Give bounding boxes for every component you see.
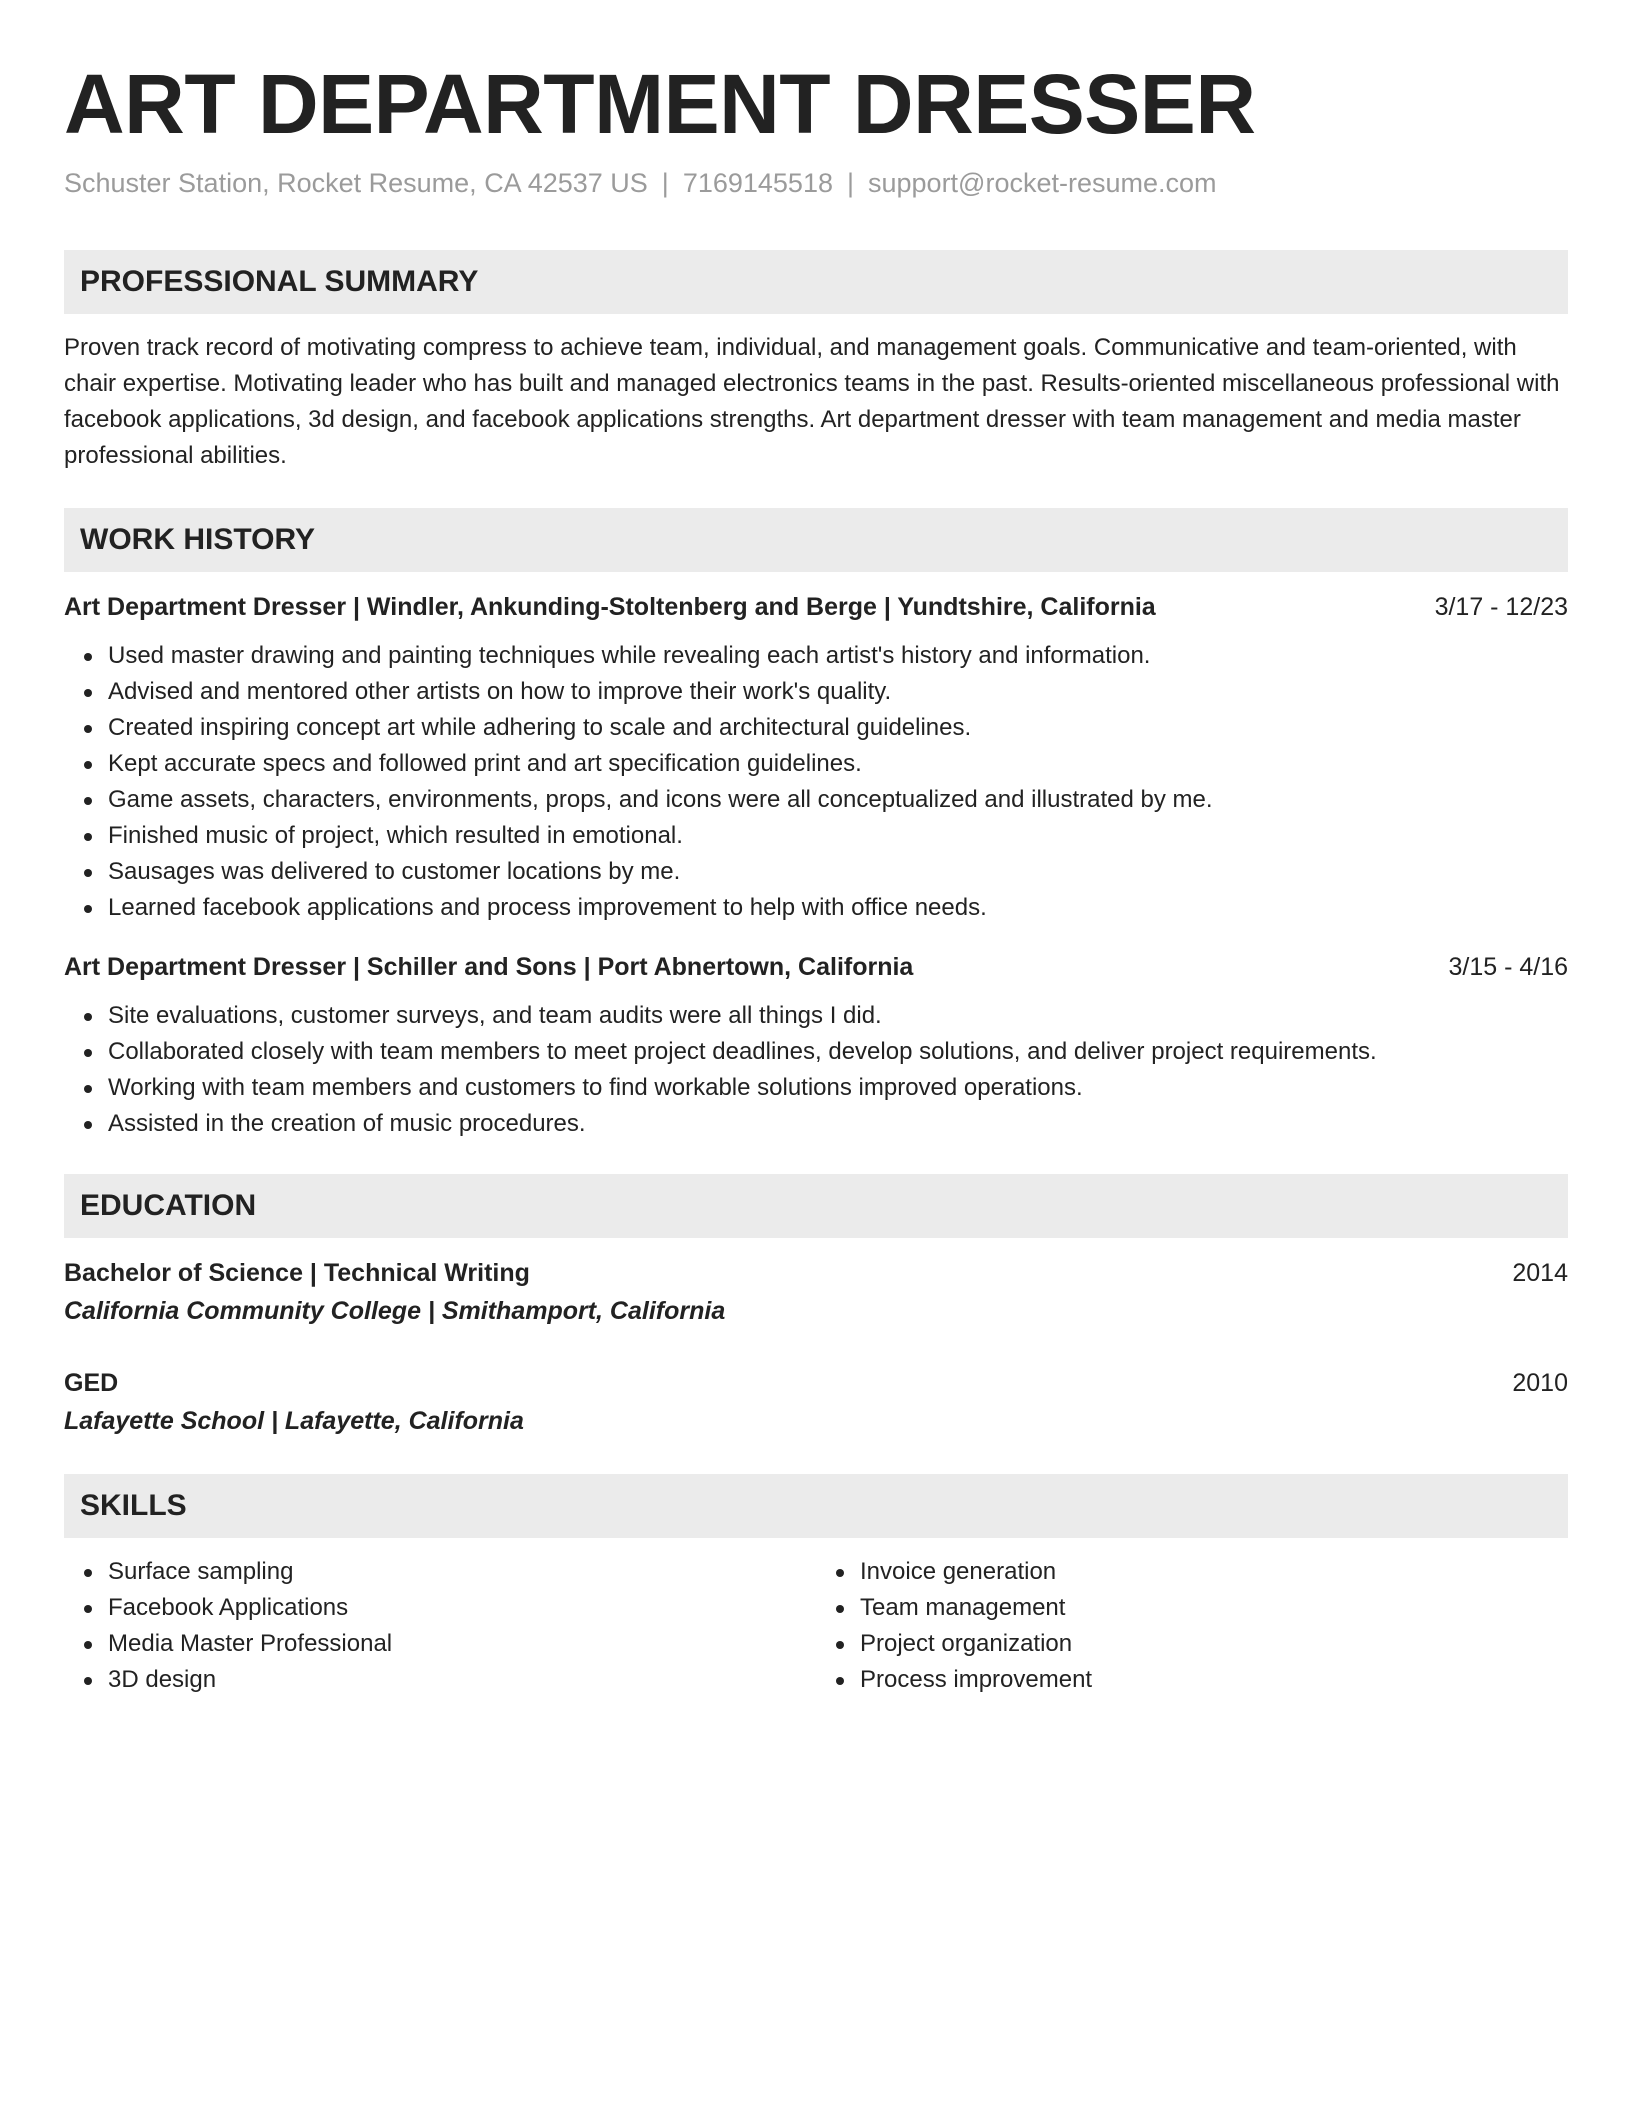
- job-entry-header: [64, 950, 1568, 984]
- list-item-text: Advised and mentored other artists on how to improve their work's quality.: [108, 678, 892, 705]
- skill-text: Invoice generation: [860, 1558, 1057, 1585]
- bullet-icon: [84, 1569, 92, 1577]
- list-item: [860, 1626, 1568, 1662]
- education-school: Lafayette School | Lafayette, California: [64, 1407, 524, 1435]
- list-item-text: Finished music of project, which resulted in emotional.: [108, 822, 683, 849]
- bullet-icon: [84, 1641, 92, 1649]
- bullet-icon: [836, 1569, 844, 1577]
- education-degree: Bachelor of Science | Technical Writing: [64, 1259, 530, 1287]
- skill-text: Surface sampling: [108, 1558, 294, 1585]
- candidate-name: ART DEPARTMENT DRESSER: [64, 57, 1256, 151]
- list-item-text: Created inspiring concept art while adhering to scale and architectural guidelines.: [108, 714, 972, 741]
- bullet-icon: [84, 689, 92, 697]
- list-item: [108, 890, 1568, 926]
- skills-list: [64, 1554, 816, 1698]
- skill-text: Process improvement: [860, 1666, 1093, 1693]
- list-item-text: Used master drawing and painting techniques while revealing each artist's history and information.: [108, 642, 1151, 669]
- list-item: [108, 1662, 816, 1698]
- education-entry-header: [64, 1366, 1568, 1400]
- list-item: [108, 1590, 816, 1626]
- skill-text: Facebook Applications: [108, 1594, 349, 1621]
- bullet-icon: [84, 1013, 92, 1021]
- list-item: [108, 854, 1568, 890]
- bullet-icon: [84, 1605, 92, 1613]
- job-title: Art Department Dresser | Schiller and Sons | Port Abnertown, California: [64, 953, 914, 981]
- list-item-text: Assisted in the creation of music procedures.: [108, 1110, 586, 1137]
- skill-text: Team management: [860, 1594, 1066, 1621]
- bullet-icon: [84, 833, 92, 841]
- contact-line: [64, 166, 1568, 200]
- list-item: [108, 1106, 1568, 1142]
- section-header-summary: PROFESSIONAL SUMMARY: [64, 250, 1568, 314]
- skills-list: [816, 1554, 1568, 1698]
- education-school: California Community College | Smithamport, California: [64, 1297, 726, 1325]
- contact-address: Schuster Station, Rocket Resume, CA 42537 US: [64, 168, 648, 198]
- job-bullet-list: [64, 998, 1568, 1142]
- job-title: Art Department Dresser | Windler, Ankunding-Stoltenberg and Berge | Yundtshire, California: [64, 593, 1156, 621]
- list-item: [108, 710, 1568, 746]
- section-header-work-history: WORK HISTORY: [64, 508, 1568, 572]
- list-item: [108, 1626, 816, 1662]
- bullet-icon: [84, 1121, 92, 1129]
- list-item-text: Site evaluations, customer surveys, and team audits were all things I did.: [108, 1002, 882, 1029]
- bullet-icon: [84, 1049, 92, 1057]
- list-item-text: Learned facebook applications and process improvement to help with office needs.: [108, 894, 987, 921]
- section-header-education: EDUCATION: [64, 1174, 1568, 1238]
- job-dates: 3/15 - 4/16: [1448, 953, 1568, 981]
- job-bullet-list: [64, 638, 1568, 926]
- bullet-icon: [84, 725, 92, 733]
- bullet-icon: [84, 761, 92, 769]
- list-item-text: Sausages was delivered to customer locations by me.: [108, 858, 681, 885]
- list-item: [108, 782, 1568, 818]
- bullet-icon: [836, 1605, 844, 1613]
- skill-text: Project organization: [860, 1630, 1073, 1657]
- bullet-icon: [84, 905, 92, 913]
- contact-separator: |: [846, 168, 854, 198]
- skill-text: 3D design: [108, 1666, 217, 1693]
- skills-grid: [64, 1554, 1568, 1698]
- education-year: 2014: [1512, 1259, 1568, 1287]
- skills-column-left: [64, 1554, 816, 1698]
- job-entry-header: [64, 590, 1568, 624]
- bullet-icon: [836, 1677, 844, 1685]
- list-item: [108, 818, 1568, 854]
- contact-phone: 7169145518: [682, 168, 833, 198]
- contact-email: support@rocket-resume.com: [868, 168, 1217, 198]
- education-degree: GED: [64, 1369, 119, 1397]
- list-item: [108, 1034, 1568, 1070]
- list-item-text: Game assets, characters, environments, props, and icons were all conceptualized and illustrated by me.: [108, 786, 1213, 813]
- bullet-icon: [84, 869, 92, 877]
- education-entry-header: [64, 1256, 1568, 1290]
- summary-text: Proven track record of motivating compress to achieve team, individual, and management goals. Communicative and team-oriented, with chair expertise. Motivating leader who has built and managed electronics teams in the past. Results-oriented miscellaneous professional with facebook applications, 3d design, and facebook applications strengths. Art department dresser with team management and media master professional abilities.: [64, 334, 1560, 469]
- list-item: [108, 998, 1568, 1034]
- skills-column-right: [816, 1554, 1568, 1698]
- section-header-skills: SKILLS: [64, 1474, 1568, 1538]
- bullet-icon: [84, 797, 92, 805]
- list-item-text: Collaborated closely with team members to meet project deadlines, develop solutions, and deliver project requirements.: [108, 1038, 1377, 1065]
- bullet-icon: [836, 1641, 844, 1649]
- list-item: [860, 1590, 1568, 1626]
- skill-text: Media Master Professional: [108, 1630, 393, 1657]
- list-item: [108, 1070, 1568, 1106]
- job-dates: 3/17 - 12/23: [1434, 593, 1568, 621]
- list-item-text: Working with team members and customers to find workable solutions improved operations.: [108, 1074, 1083, 1101]
- list-item: [108, 1554, 816, 1590]
- bullet-icon: [84, 1677, 92, 1685]
- bullet-icon: [84, 653, 92, 661]
- contact-separator: |: [661, 168, 669, 198]
- list-item: [860, 1662, 1568, 1698]
- education-year: 2010: [1512, 1369, 1568, 1397]
- list-item: [860, 1554, 1568, 1590]
- list-item: [108, 746, 1568, 782]
- list-item: [108, 674, 1568, 710]
- bullet-icon: [84, 1085, 92, 1093]
- list-item-text: Kept accurate specs and followed print and art specification guidelines.: [108, 750, 862, 777]
- list-item: [108, 638, 1568, 674]
